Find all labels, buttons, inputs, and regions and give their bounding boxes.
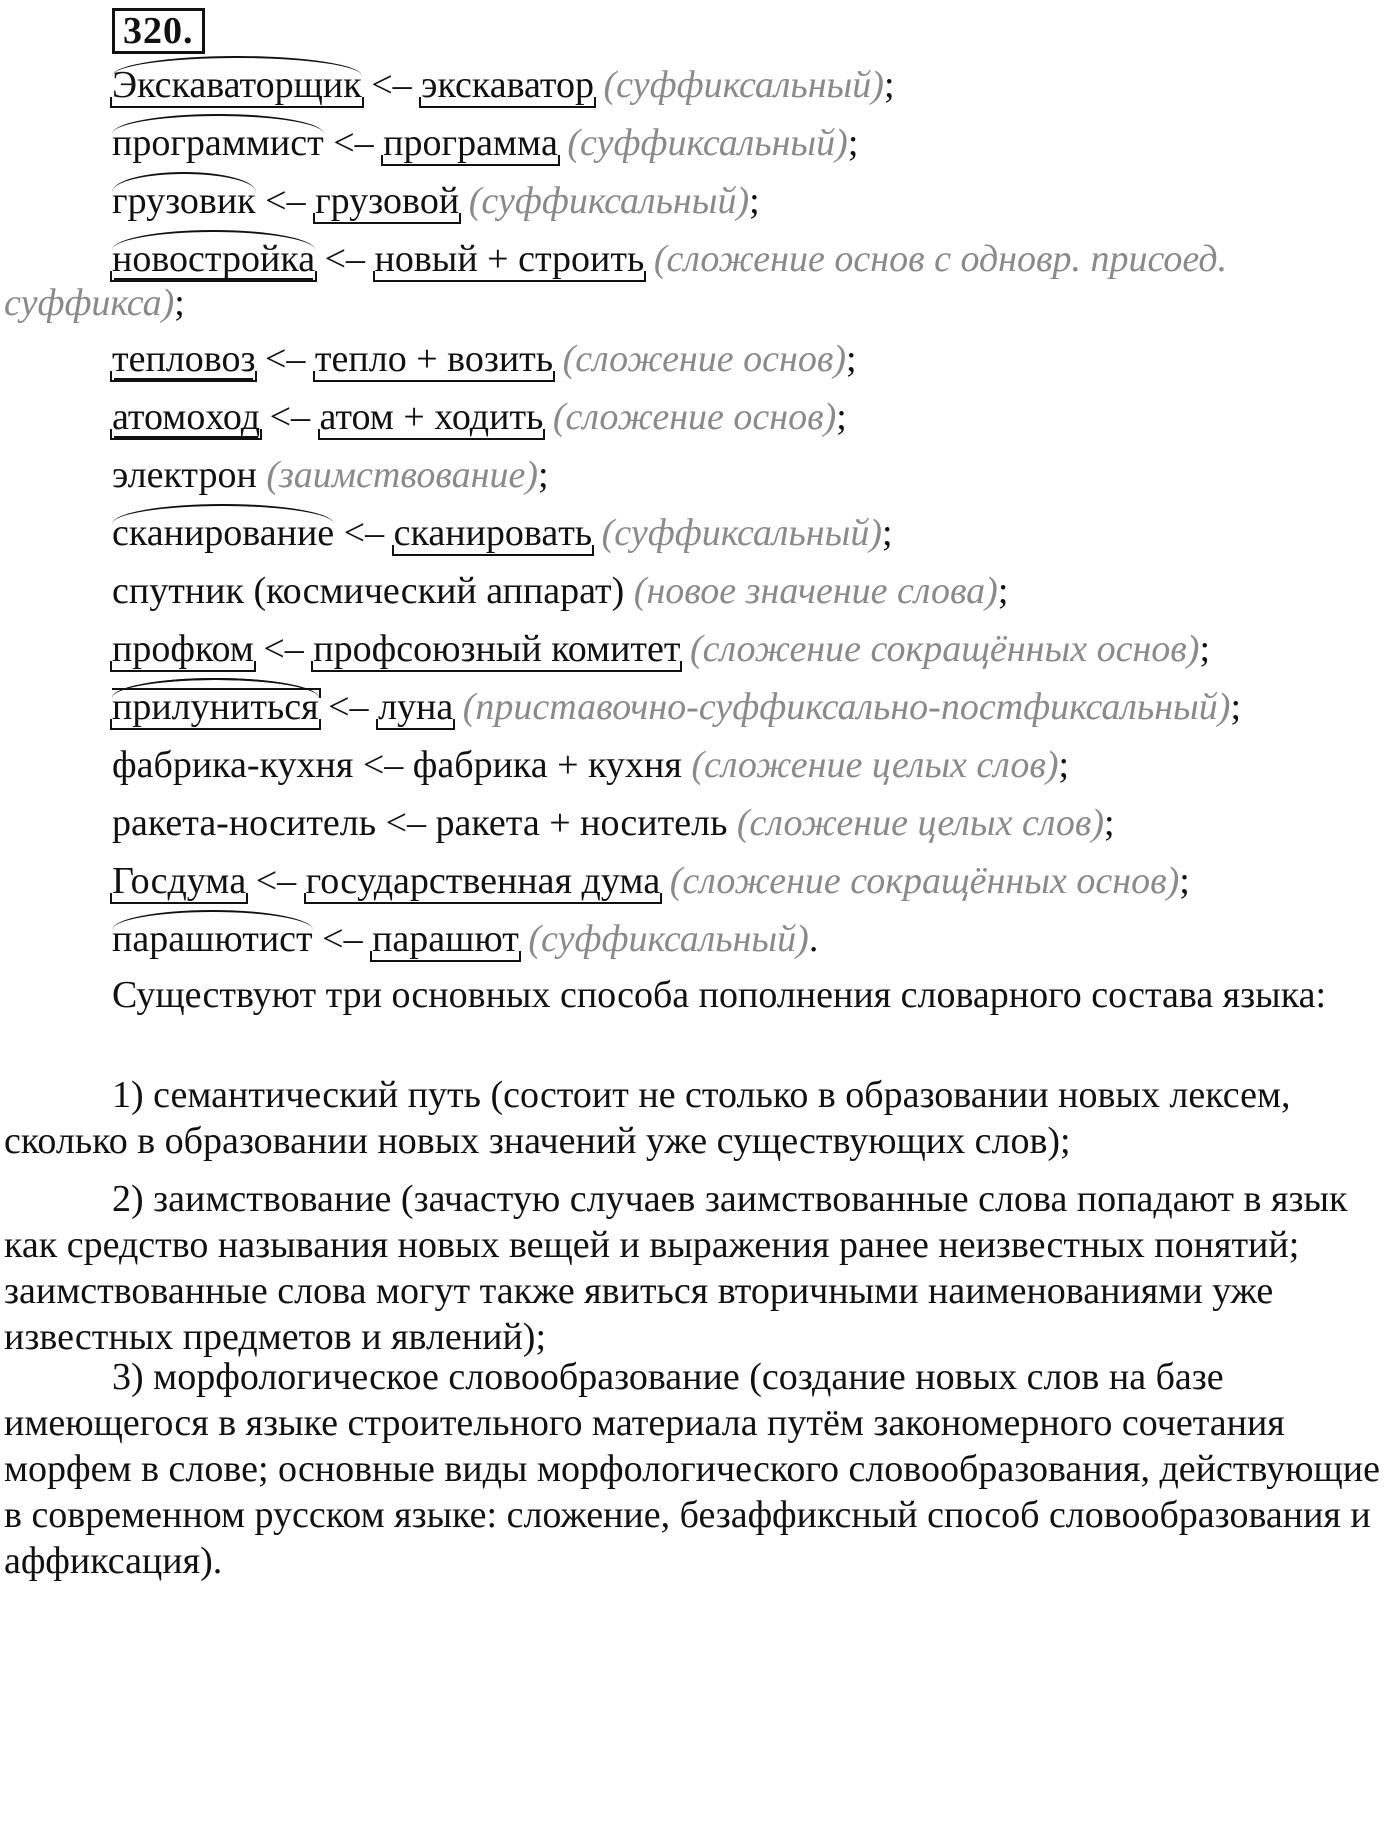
entry-line: грузовик <– грузовой (суффиксальный); bbox=[112, 180, 760, 222]
entry-line-continuation: суффикса); bbox=[4, 282, 185, 324]
entry-line: прилуниться <– луна (приставочно-суффиксально-постфиксальный); bbox=[112, 686, 1241, 728]
derivation-arrow: <– bbox=[361, 64, 422, 106]
source-word: парашют bbox=[372, 918, 519, 960]
formation-type: (сложение основ) bbox=[552, 396, 837, 438]
formation-type: (суффиксальный) bbox=[603, 64, 884, 106]
source-word: атом + ходить bbox=[319, 396, 544, 438]
derived-word: новостройка bbox=[112, 238, 316, 280]
entry-line: тепловоз <– тепло + возить (сложение основ); bbox=[112, 338, 857, 380]
source-word: тепло + возить bbox=[314, 338, 554, 380]
formation-type: (приставочно-суффиксально-постфиксальный) bbox=[462, 686, 1231, 728]
derived-word: Госдума bbox=[112, 860, 247, 902]
source-word: государственная дума bbox=[305, 860, 661, 902]
formation-type: (суффиксальный) bbox=[601, 512, 883, 554]
derived-word: ракета-носитель bbox=[112, 802, 377, 844]
derived-word: атомоход bbox=[112, 396, 261, 438]
derived-word: спутник (космический аппарат) bbox=[112, 570, 625, 612]
entry-line: ракета-носитель <– ракета + носитель (сложение целых слов); bbox=[112, 802, 1115, 844]
derived-word: сканирование bbox=[112, 512, 335, 554]
derived-word: электрон bbox=[112, 454, 257, 496]
formation-type: (суффиксальный) bbox=[567, 122, 848, 164]
formation-type: (сложение сокращённых основ) bbox=[669, 860, 1180, 902]
derived-word: программист bbox=[112, 122, 324, 164]
formation-type: (заимствование) bbox=[266, 454, 538, 496]
derived-word: тепловоз bbox=[112, 338, 256, 380]
formation-type: (сложение основ с одновр. присоед. bbox=[653, 238, 1228, 280]
entry-line: Госдума <– государственная дума (сложение сокращённых основ); bbox=[112, 860, 1190, 902]
entry-line: спутник (космический аппарат) (новое значение слова); bbox=[112, 570, 1009, 612]
derived-word: Экскаваторщик bbox=[112, 64, 362, 106]
source-word: программа bbox=[383, 122, 558, 164]
source-word: луна bbox=[378, 686, 454, 728]
formation-type: (сложение целых слов) bbox=[736, 802, 1105, 844]
entry-line: электрон (заимствование); bbox=[112, 454, 549, 496]
method-paragraph-1: 1) семантический путь (состоит не столько в образовании новых лексем, сколько в образовании новых значений уже существующих слов); bbox=[4, 1074, 1291, 1162]
source-word: ракета + носитель bbox=[435, 802, 728, 844]
entry-line: Экскаваторщик <– экскаватор (суффиксальный); bbox=[112, 64, 895, 106]
method-paragraph-2: 2) заимствование (зачастую случаев заимствованные слова попадают в язык как средство называния новых вещей и выражения ранее неизвестных понятий; заимствованные слова могут также явиться вторичными наименованиями уже известных предметов и явлений); bbox=[4, 1178, 1348, 1358]
entry-line: программист <– программа (суффиксальный); bbox=[112, 122, 859, 164]
formation-type: (суффиксальный) bbox=[528, 918, 809, 960]
intro-paragraph: Существуют три основных способа пополнения словарного состава языка: bbox=[112, 974, 1327, 1016]
source-word: фабрика + кухня bbox=[412, 744, 682, 786]
entry-line: фабрика-кухня <– фабрика + кухня (сложение целых слов); bbox=[112, 744, 1070, 786]
formation-type: (сложение основ) bbox=[562, 338, 847, 380]
source-word: грузовой bbox=[315, 180, 460, 222]
entry-line: парашютист <– парашют (суффиксальный). bbox=[112, 918, 819, 960]
derived-word: прилуниться bbox=[112, 686, 319, 728]
formation-type: (суффиксальный) bbox=[468, 180, 750, 222]
source-word: экскаватор bbox=[421, 64, 595, 106]
entry-line: сканирование <– сканировать (суффиксальный); bbox=[112, 512, 893, 554]
derived-word: фабрика-кухня bbox=[112, 744, 354, 786]
derived-word: парашютист bbox=[112, 918, 313, 960]
derived-word: профком bbox=[112, 628, 254, 670]
formation-type: (сложение сокращённых основ) bbox=[689, 628, 1200, 670]
entry-line: новостройка <– новый + строить (сложение основ с одновр. присоед. bbox=[112, 238, 1228, 280]
source-word: профсоюзный комитет bbox=[313, 628, 681, 670]
source-word: сканировать bbox=[393, 512, 593, 554]
formation-type: (новое значение слова) bbox=[633, 570, 998, 612]
entry-line: атомоход <– атом + ходить (сложение основ); bbox=[112, 396, 847, 438]
method-paragraph-3: 3) морфологическое словообразование (создание новых слов на базе имеющегося в языке строительного материала путём закономерного сочетания морфем в слове; основные виды морфологического словообразования, действующие в современном русском языке: сложение, безаффиксный способ словообразования и аффиксация). bbox=[4, 1356, 1380, 1582]
exercise-number: 320. bbox=[112, 8, 205, 54]
derived-word: грузовик bbox=[112, 180, 256, 222]
formation-type: (сложение целых слов) bbox=[691, 744, 1059, 786]
entry-line: профком <– профсоюзный комитет (сложение сокращённых основ); bbox=[112, 628, 1211, 670]
source-word: новый + строить bbox=[374, 238, 645, 280]
